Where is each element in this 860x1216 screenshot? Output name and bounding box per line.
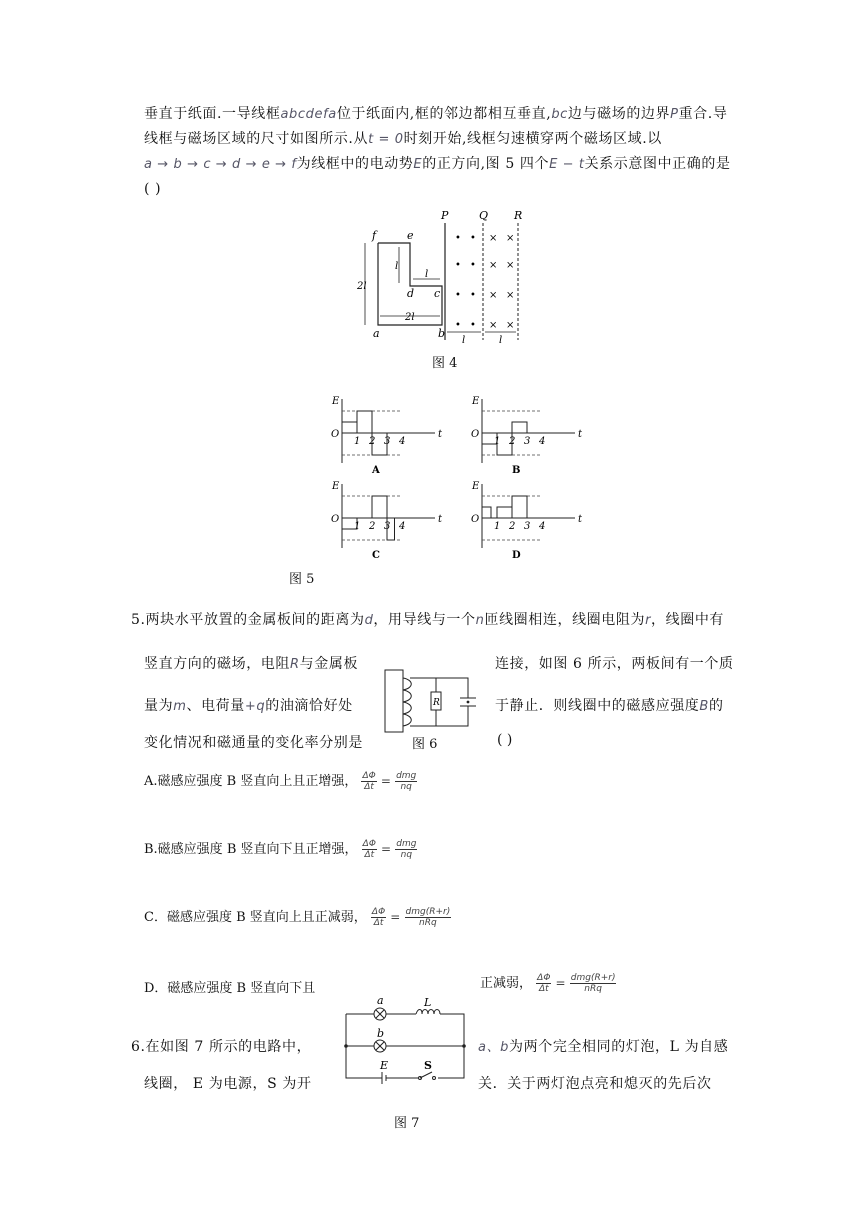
fraction-lhs-C: $\frac{\Delta\Phi}{\Delta t}$: [371, 907, 386, 928]
tick-2: 2: [369, 521, 376, 532]
fraction-lhs-B: $\frac{\Delta\Phi}{\Delta t}$: [362, 839, 376, 860]
label-a: a: [377, 994, 384, 1007]
problem5-line1: 5.两块水平放置的金属板间的距离为d，用导线与一个n匝线圈相连，线圈电阻为r，线圈中有: [131, 612, 725, 628]
field-dot: •: [470, 320, 476, 331]
field-dot: •: [455, 290, 461, 301]
tick-3: 3: [384, 521, 391, 532]
option-C[interactable]: C．磁感应强度 B 竖直向上且正减弱， $\frac{\Delta\Phi}{\Delta t}$ = $\frac{\text{dmg(R+r)}}{\text{nRq}}$: [144, 907, 451, 928]
label-2l-horiz: 2l: [405, 312, 415, 323]
tick-3: 3: [384, 436, 391, 447]
option-A[interactable]: A.磁感应强度 B 竖直向上且正增强， $\frac{\Delta\Phi}{\Delta t}$ = $\frac{\text{dmg}}{nq}$: [144, 771, 417, 792]
graph-letter-A: A: [372, 465, 380, 476]
tick-1: 1: [354, 521, 361, 532]
label-E: E: [472, 481, 480, 492]
field-out-of-page: [455, 233, 476, 331]
problem6-line1-right: a、b为两个完全相同的灯泡，L 为自感: [478, 1039, 729, 1055]
wire-bottom: [410, 706, 468, 726]
label-c: c: [434, 287, 441, 300]
graph-letter-C: C: [372, 550, 380, 561]
fraction-rhs-D: $\frac{\text{dmg(R+r)}}{\text{nRq}}$: [570, 973, 616, 994]
figure-4-diagram: [355, 205, 535, 350]
label-t: t: [438, 514, 443, 525]
field-cross: ×: [489, 260, 498, 271]
label-b: b: [377, 1027, 385, 1040]
label-R: R: [514, 209, 523, 222]
label-O: O: [471, 514, 480, 525]
label-E: E: [332, 481, 340, 492]
tick-2: 2: [509, 436, 516, 447]
label-S: S: [424, 1059, 432, 1072]
tick-2: 2: [369, 436, 376, 447]
problem6-line2-right: 关．关于两灯泡点亮和熄灭的先后次: [478, 1076, 712, 1092]
problem5-line3-right: 于静止．则线圈中的磁感应强度B的: [495, 698, 724, 714]
tick-3: 3: [524, 521, 531, 532]
wire-top: [410, 678, 468, 698]
problem4-answer-blank: ( ): [144, 181, 162, 197]
tick-2: 2: [509, 521, 516, 532]
problem5-line3-left: 量为m、电荷量+q的油滴恰好处: [144, 698, 353, 714]
fraction-rhs-A: $\frac{\text{dmg}}{nq}$: [396, 771, 417, 792]
label-L: L: [424, 996, 432, 1009]
graph-D: [470, 480, 585, 562]
field-dot: •: [470, 260, 476, 271]
label-E: E: [332, 396, 340, 407]
field-cross: ×: [506, 260, 515, 271]
problem4-line3: a → b → c → d → e → f为线框中的电动势E的正方向,图 5 四个E − t关系示意图中正确的是: [144, 156, 731, 172]
tick-3: 3: [524, 436, 531, 447]
tick-4: 4: [539, 436, 546, 447]
fraction-rhs-B: $\frac{\text{dmg}}{nq}$: [396, 839, 417, 860]
coil-winding: [403, 678, 411, 726]
label-l-vert: l: [395, 261, 399, 272]
graph-A: [330, 395, 445, 477]
graph-B: [470, 395, 585, 477]
label-l-bottom-1: l: [462, 335, 466, 346]
field-cross: ×: [489, 290, 498, 301]
label-l-horiz: l: [425, 269, 429, 280]
option-D-right[interactable]: 正减弱， $\frac{\Delta\Phi}{\Delta t}$ = $\frac{\text{dmg(R+r)}}{\text{nRq}}$: [480, 973, 616, 994]
problem5-answer-blank: ( ): [497, 732, 513, 748]
emf-curve: [482, 496, 542, 518]
field-cross: ×: [506, 320, 515, 331]
tick-1: 1: [494, 521, 501, 532]
field-dot: •: [470, 290, 476, 301]
label-O: O: [331, 514, 340, 525]
option-B[interactable]: B.磁感应强度 B 竖直向下且正增强， $\frac{\Delta\Phi}{\Delta t}$ = $\frac{\text{dmg}}{nq}$: [144, 839, 417, 860]
inductor-L: [416, 1010, 440, 1015]
fraction-lhs-A: $\frac{\Delta\Phi}{\Delta t}$: [362, 771, 376, 792]
figure-6-caption: 图 6: [412, 737, 438, 752]
figure-4-caption: 图 4: [432, 356, 458, 371]
label-O: O: [471, 429, 480, 440]
label-Q: Q: [479, 209, 489, 222]
figure-7-circuit: [340, 992, 470, 1090]
label-d: d: [407, 287, 415, 300]
field-cross: ×: [506, 233, 515, 244]
field-dot: •: [455, 320, 461, 331]
problem6-line1-left: 6.在如图 7 所示的电路中，: [131, 1039, 312, 1055]
graph-C: [330, 480, 445, 562]
field-dot: •: [455, 233, 461, 244]
label-b: b: [438, 327, 446, 340]
graph-letter-D: D: [512, 550, 521, 561]
problem6-line2-left: 线圈， E 为电源，S 为开: [144, 1076, 312, 1092]
figure-7-caption: 图 7: [394, 1116, 420, 1131]
label-t: t: [578, 514, 583, 525]
field-cross: ×: [489, 320, 498, 331]
field-into-page: [489, 233, 514, 331]
tick-4: 4: [399, 436, 406, 447]
fraction-rhs-C: $\frac{\text{dmg(R+r)}}{\text{nRq}}$: [405, 907, 451, 928]
label-f: f: [372, 229, 377, 242]
problem4-line2: 线框与磁场区域的尺寸如图所示.从t = 0时刻开始,线框匀速横穿两个磁场区域.以: [144, 131, 662, 147]
oil-drop: [467, 701, 470, 704]
field-dot: •: [455, 260, 461, 271]
tick-1: 1: [354, 436, 361, 447]
tick-1: 1: [494, 436, 501, 447]
graph-letter-B: B: [512, 465, 521, 476]
tick-4: 4: [399, 521, 406, 532]
label-O: O: [331, 429, 340, 440]
label-R: R: [433, 698, 440, 708]
label-2l-vert: 2l: [357, 281, 367, 292]
problem5-line2-right: 连接，如图 6 所示，两板间有一个质: [495, 656, 734, 672]
option-D-left[interactable]: D．磁感应强度 B 竖直向下且: [144, 981, 316, 996]
label-e: e: [407, 229, 414, 242]
label-t: t: [578, 429, 583, 440]
coil-core: [385, 670, 403, 732]
field-cross: ×: [489, 233, 498, 244]
problem4-line1: 垂直于纸面.一导线框abcdefa位于纸面内,框的邻边都相互垂直,bc边与磁场的边界P重合.导: [144, 106, 728, 122]
label-l-bottom-2: l: [499, 335, 503, 346]
label-E: E: [472, 396, 480, 407]
tick-4: 4: [539, 521, 546, 532]
field-dot: •: [470, 233, 476, 244]
switch-S: [420, 1072, 432, 1078]
figure-5-caption: 图 5: [289, 572, 315, 587]
label-t: t: [438, 429, 443, 440]
problem5-line2-left: 竖直方向的磁场，电阻R与金属板: [144, 656, 359, 672]
fraction-lhs-D: $\frac{\Delta\Phi}{\Delta t}$: [537, 973, 551, 994]
field-cross: ×: [506, 290, 515, 301]
figure-6-circuit: [380, 668, 492, 736]
problem5-line4: 变化情况和磁通量的变化率分别是: [144, 735, 363, 751]
label-P: P: [441, 209, 449, 222]
label-a: a: [373, 327, 380, 340]
label-E: E: [380, 1059, 389, 1072]
